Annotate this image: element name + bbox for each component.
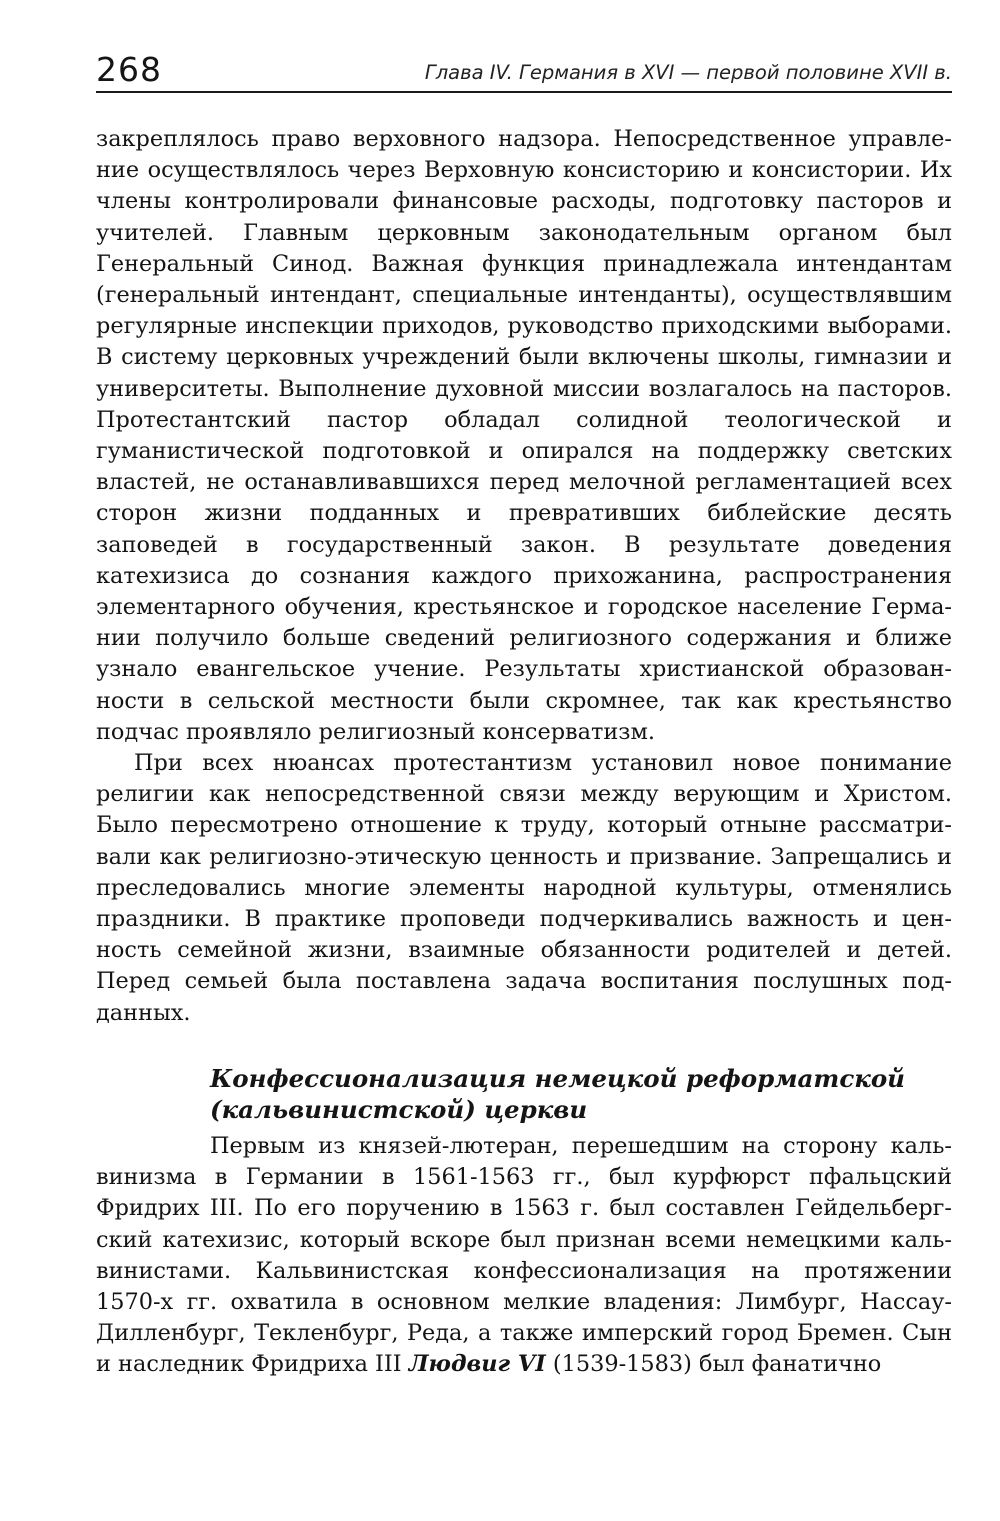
body-text [96,124,952,1381]
paragraph-1: закреплялось право верховного надзора. Непосредственное управление осуществлялось через Верховную консисторию и консистории. Их члены контролировали финансовые расходы, подготовку пасторов и учителей. Главным церковным законодательным органом был Генеральный Синод. Важная функция принадлежала интендантам (генеральный интендант, специальные интенданты), осуществлявшим регулярные инспекции приходов, руководство приходскими выборами. В систему церковных учреждений были включены школы, гимназии и университеты. Выполнение духовной миссии возлагалось на пасторов. Протестантский пастор обладал солидной теологической и гуманистической подготовкой и опирался на поддержку светских властей, не останавливавшихся перед мелочной регламентацией всех сторон жизни подданных и превративших библейские десять заповедей в государственный закон. В результате доведения катехизиса до сознания каждого прихожанина, распространения элементарного обучения, крестьянское и городское население Германии получило больше сведений религиозного содержания и ближе узнало евангельское учение. Результаты христианской образованности в сельской местности были скромнее, так как крестьянство подчас проявляло религиозный консерватизм. [96,126,952,745]
running-title: Глава IV. Германия в XVI — первой половине XVII в. [424,61,952,84]
section-heading-line-2: (кальвинистской) церкви [210,1094,588,1124]
section-heading [210,1063,952,1125]
page-header [96,50,952,96]
section-text-end: (1539-1583) был фанатично [552,1351,882,1378]
paragraph-2: При всех нюансах протестантизм установил новое понимание религии как непосредственной связи между верующим и Христом. Было пересмотрено отношение к труду, который отныне рассматривали как религиозно-этическую ценность и призвание. Запрещались и преследовались многие элементы народной культуры, отменялись праздники. В практике проповеди подчеркивались важность и ценность семейной жизни, взаимные обязанности родителей и детей. Перед семьей была поставлена задача воспитания послушных подданных. [96,750,952,1026]
section-paragraph [96,1131,952,1381]
page-number: 268 [96,50,162,89]
section-heading-line-1: Конфессионализация немецкой реформатской [210,1063,905,1093]
header-rule [96,91,952,93]
emphasized-name: Людвиг VI [408,1351,546,1378]
section-text: Первым из князей-лютеран, перешедшим на сторону кальвинизма в Германии в 1561-1563 гг., был курфюрст пфальцский Фридрих III. По его поручению в 1563 г. был составлен Гейдельбергский катехизис, который вскоре был признан всеми немецкими кальвинистами. Кальвинистская конфессионализация на протяжении 1570-х гг. охватила в основном мелкие владения: Лимбург, Нассау-Дилленбург, Текленбург, Реда, а также имперский город Бремен. Сын и наследник Фридриха III [96,1132,952,1378]
